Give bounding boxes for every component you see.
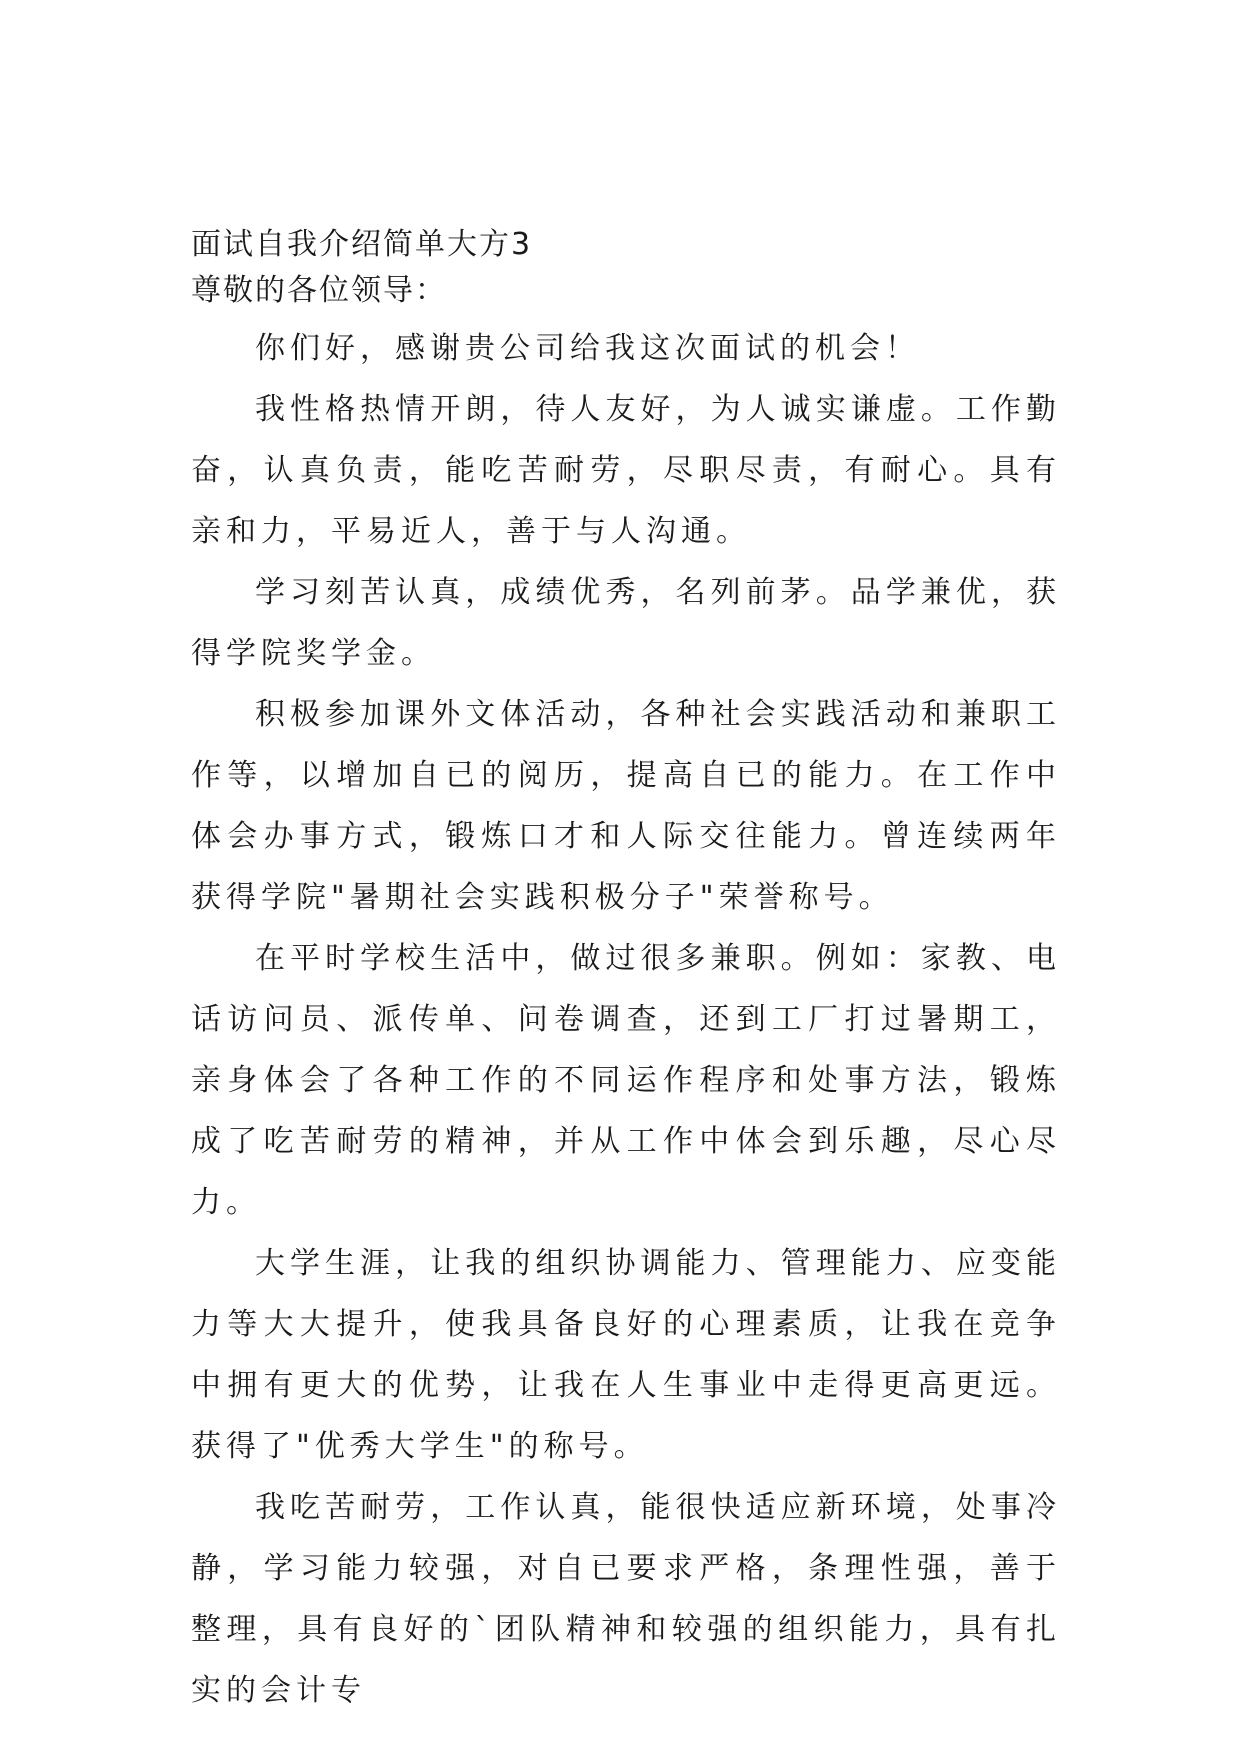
paragraph-university: 大学生涯，让我的组织协调能力、管理能力、应变能力等大大提升，使我具备良好的心理素质，让我在竞争中拥有更大的优势，让我在人生事业中走得更高更远。获得了"优秀大学生"的称号。 (191, 1246, 1061, 1464)
salutation: 尊敬的各位领导： (191, 273, 447, 308)
paragraph-study: 学习刻苦认真，成绩优秀，名列前茅。品学兼优，获得学院奖学金。 (191, 575, 1061, 671)
paragraph-greeting: 你们好，感谢贵公司给我这次面试的机会！ (255, 331, 920, 366)
paragraph-personality: 我性格热情开朗，待人友好，为人诚实谦虚。工作勤奋，认真负责，能吃苦耐劳，尽职尽责，有耐心。具有亲和力，平易近人，善于与人沟通。 (191, 392, 1061, 549)
paragraph-part-time-jobs: 在平时学校生活中，做过很多兼职。例如：家教、电话访问员、派传单、问卷调查，还到工厂打过暑期工，亲身体会了各种工作的不同运作程序和处事方法，锻炼成了吃苦耐劳的精神，并从工作中体会到乐趣，尽心尽力。 (191, 941, 1061, 1220)
document-body (191, 222, 1061, 1721)
paragraph-activities: 积极参加课外文体活动，各种社会实践活动和兼职工作等，以增加自已的阅历，提高自已的能力。在工作中体会办事方式，锻炼口才和人际交往能力。曾连续两年获得学院"暑期社会实践积极分子"荣誉称号。 (191, 697, 1061, 915)
document-title: 面试自我介绍简单大方3 (191, 227, 533, 262)
paragraph-strengths: 我吃苦耐劳，工作认真，能很快适应新环境，处事冷静，学习能力较强，对自已要求严格，条理性强，善于整理，具有良好的`团队精神和较强的组织能力，具有扎实的会计专 (191, 1490, 1061, 1708)
